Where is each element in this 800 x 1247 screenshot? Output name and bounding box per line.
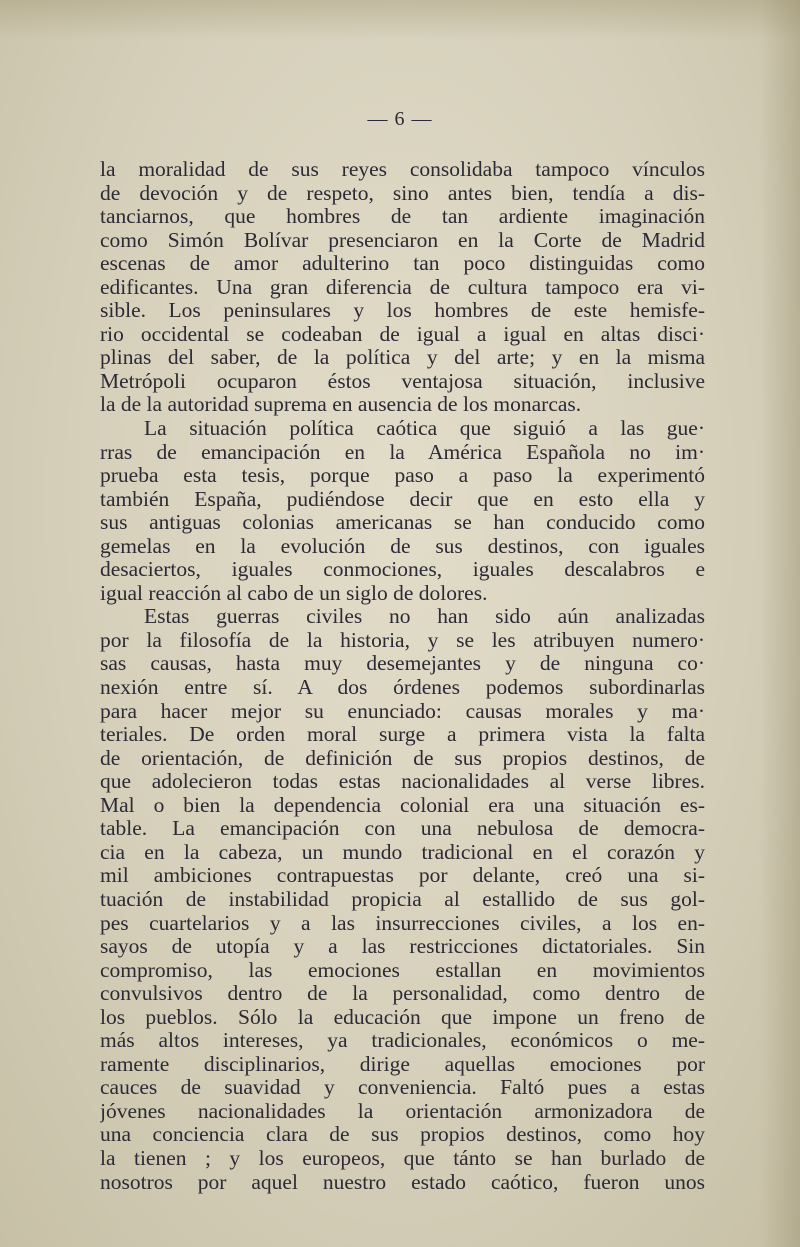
text-line: nexión entre sí. A dos órdenes podemos subordinarlas xyxy=(100,676,705,700)
text-line: gemelas en la evolución de sus destinos, con iguales xyxy=(100,534,705,558)
text-line: edificantes. Una gran diferencia de cultura tampoco era vi- xyxy=(100,275,705,299)
text-line: por la filosofía de la historia, y se les atribuyen numero· xyxy=(100,628,705,652)
text-line: prueba esta tesis, porque paso a paso la experimentó xyxy=(100,464,705,488)
text-line: nosotros por aquel nuestro estado caótico, fueron unos xyxy=(100,1170,705,1194)
text-line: de devoción y de respeto, sino antes bien, tendía a dis- xyxy=(100,181,705,205)
text-line: convulsivos dentro de la personalidad, como dentro de xyxy=(100,982,705,1006)
text-line: La situación política caótica que siguió a las gue· xyxy=(144,417,705,441)
text-line: de orientación, de definición de sus propios destinos, de xyxy=(100,746,705,770)
page-edge-shadow xyxy=(760,0,800,1247)
text-line: sas causas, hasta muy desemejantes y de ninguna co· xyxy=(100,652,705,676)
text-line: sus antiguas colonias americanas se han conducido como xyxy=(100,511,705,535)
text-line: cauces de suavidad y conveniencia. Faltó pues a estas xyxy=(100,1076,705,1100)
text-line: desaciertos, iguales conmociones, iguales descalabros e xyxy=(100,558,705,582)
text-line: rio occidental se codeaban de igual a igual en altas disci· xyxy=(100,322,705,346)
text-line: como Simón Bolívar presenciaron en la Corte de Madrid xyxy=(100,228,705,252)
text-line: cia en la cabeza, un mundo tradicional en el corazón y xyxy=(100,840,705,864)
text-line: para hacer mejor su enunciado: causas morales y ma· xyxy=(100,699,705,723)
text-line: teriales. De orden moral surge a primera vista la falta xyxy=(100,723,705,747)
text-line: pes cuartelarios y a las insurrecciones civiles, a los en- xyxy=(100,911,705,935)
text-line: jóvenes nacionalidades la orientación armonizadora de xyxy=(100,1099,705,1123)
text-line: la de la autoridad suprema en ausencia de los monarcas. xyxy=(100,393,582,417)
text-line: también España, pudiéndose decir que en esto ella y xyxy=(100,487,705,511)
text-line: que adolecieron todas estas nacionalidades al verse libres. xyxy=(100,770,705,794)
text-line: escenas de amor adulterino tan poco distinguidas como xyxy=(100,252,705,276)
page-stain xyxy=(0,0,800,40)
body-text xyxy=(100,158,705,1194)
text-line: tuación de instabilidad propicia al estallido de sus gol- xyxy=(100,887,705,911)
text-line: los pueblos. Sólo la educación que impone un freno de xyxy=(100,1005,705,1029)
text-line: plinas del saber, de la política y del arte; y en la misma xyxy=(100,346,705,370)
text-line: una conciencia clara de sus propios destinos, como hoy xyxy=(100,1123,705,1147)
text-line: sayos de utopía y a las restricciones dictatoriales. Sin xyxy=(100,935,705,959)
text-line: más altos intereses, ya tradicionales, económicos o me- xyxy=(100,1029,705,1053)
text-line: la tienen ; y los europeos, que tánto se han burlado de xyxy=(100,1146,705,1170)
text-line: mil ambiciones contrapuestas por delante, creó una si- xyxy=(100,864,705,888)
text-line: igual reacción al cabo de un siglo de dolores. xyxy=(100,581,488,605)
text-line: rras de emancipación en la América Española no im· xyxy=(100,440,705,464)
text-line: tanciarnos, que hombres de tan ardiente imaginación xyxy=(100,205,705,229)
text-line: ramente disciplinarios, dirige aquellas emociones por xyxy=(100,1052,705,1076)
text-line: Metrópoli ocuparon éstos ventajosa situación, inclusive xyxy=(100,369,705,393)
page-number: — 6 — xyxy=(367,108,433,130)
text-line: sible. Los peninsulares y los hombres de este hemisfe- xyxy=(100,299,705,323)
text-line: compromiso, las emociones estallan en movimientos xyxy=(100,958,705,982)
text-line: la moralidad de sus reyes consolidaba tampoco vínculos xyxy=(100,158,705,181)
text-line: table. La emancipación con una nebulosa de democra- xyxy=(100,817,705,841)
text-line: Mal o bien la dependencia colonial era una situación es- xyxy=(100,793,705,817)
text-line: Estas guerras civiles no han sido aún analizadas xyxy=(144,605,705,629)
